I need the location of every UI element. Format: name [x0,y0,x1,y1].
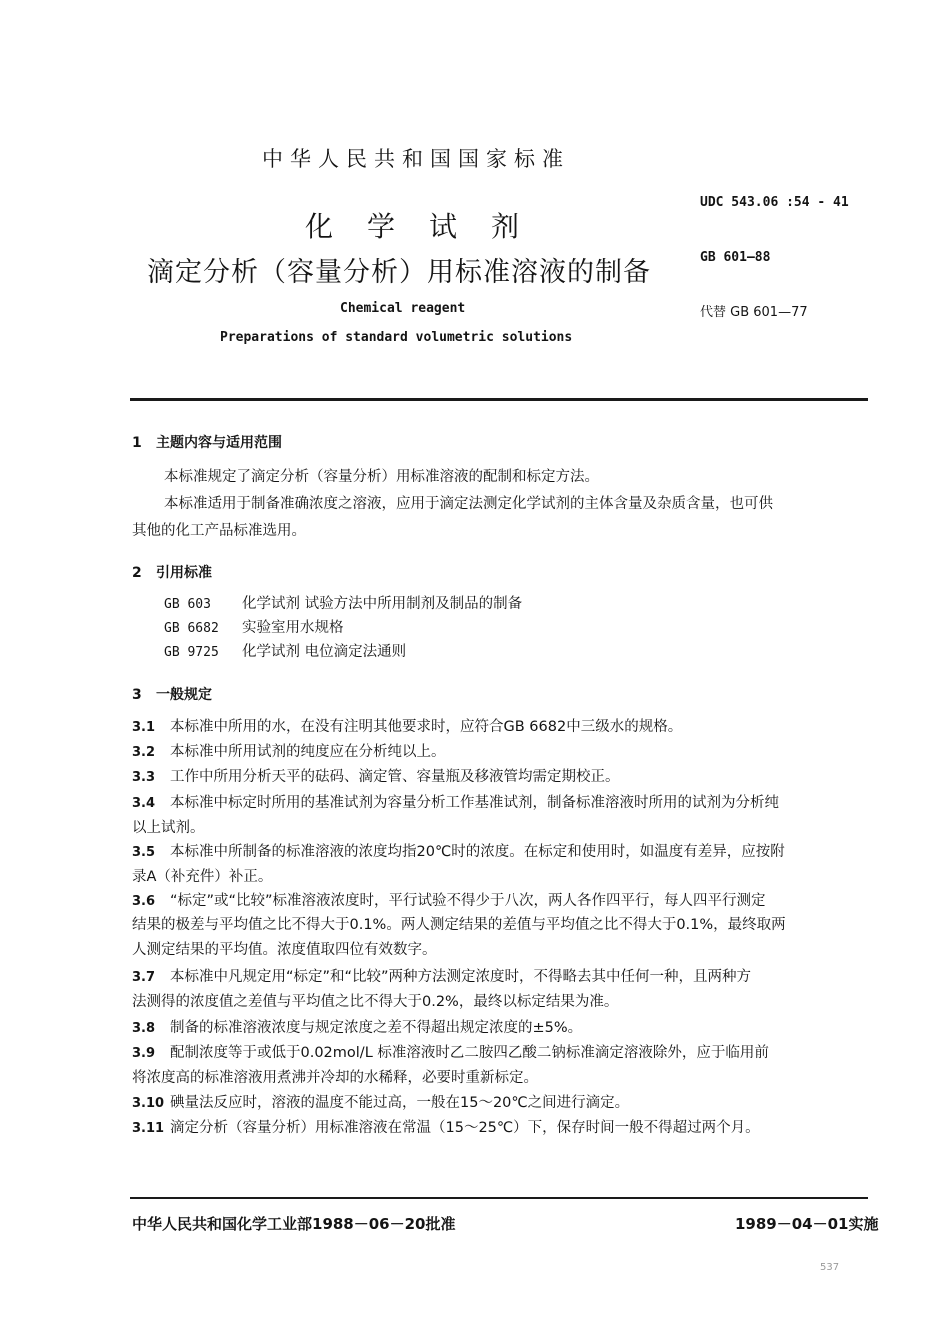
reference-item [164,592,522,613]
clause-number: 3.1 [132,720,156,735]
clause-text: 本标准中标定时所用的基准试剂为容量分析工作基准试剂，制备标准溶液时所用的试剂为分析纯 [170,795,779,811]
clause-number: 3.6 [132,894,156,909]
header-divider [130,398,868,401]
clause-continuation: 人测定结果的平均值。浓度值取四位有效数字。 [132,942,437,958]
effective-date: 1989－04－01实施 [735,1215,879,1233]
reference-title: 化学试剂 电位滴定法通则 [242,644,407,660]
clause-3-3 [132,765,620,786]
clause-text: 工作中所用分析天平的砝码、滴定管、容量瓶及移液管均需定期校正。 [170,769,620,785]
clause-continuation: 结果的极差与平均值之比不得大于0.1%。两人测定结果的差值与平均值之比不得大于0.1%，最终取两 [132,917,786,933]
clause-number: 3.5 [132,845,156,860]
clause-text: 滴定分析（容量分析）用标准溶液在常温（15～25℃）下，保存时间一般不得超过两个月。 [170,1120,760,1136]
clause-3-5 [132,840,785,861]
section-title: 主题内容与适用范围 [156,435,282,451]
clause-number: 3.9 [132,1046,156,1061]
clause-3-1 [132,715,682,736]
page-number: 537 [820,1262,840,1273]
standard-number: GB 601—88 [700,250,771,265]
udc-code: UDC 543.06 :54 - 41 [700,195,849,210]
clause-continuation: 以上试剂。 [132,820,205,836]
reference-item [164,616,344,637]
reference-code: GB 9725 [164,645,219,660]
clause-number: 3.10 [132,1096,165,1111]
issuing-authority-heading: 中华人民共和国国家标准 [262,147,570,171]
section-number: 2 [132,565,142,581]
clause-number: 3.7 [132,970,156,985]
section-title: 一般规定 [156,687,212,703]
clause-number: 3.3 [132,770,156,785]
clause-text: 制备的标准溶液浓度与规定浓度之差不得超出规定浓度的±5%。 [170,1020,583,1036]
reference-title: 实验室用水规格 [242,620,344,636]
clause-number: 3.11 [132,1121,165,1136]
clause-text: 本标准中所用的水，在没有注明其他要求时，应符合GB 6682中三级水的规格。 [170,719,683,735]
clause-3-6 [132,889,766,910]
section-number: 1 [132,435,142,451]
clause-text: 本标准中所制备的标准溶液的浓度均指20℃时的浓度。在标定和使用时，如温度有差异，应按附 [170,844,785,860]
clause-3-2 [132,740,446,761]
section-1-heading [132,432,282,452]
clause-continuation: 将浓度高的标准溶液用煮沸并冷却的水稀释，必要时重新标定。 [132,1070,538,1086]
paragraph: 本标准适用于制备准确浓度之溶液，应用于滴定法测定化学试剂的主体含量及杂质含量，也可供 [164,496,773,512]
section-3-heading [132,684,212,704]
clause-text: 碘量法反应时，溶液的温度不能过高，一般在15～20℃之间进行滴定。 [170,1095,630,1111]
paragraph-continuation: 其他的化工产品标准选用。 [132,523,306,539]
reference-item [164,640,406,661]
paragraph: 本标准规定了滴定分析（容量分析）用标准溶液的配制和标定方法。 [164,469,599,485]
clause-number: 3.2 [132,745,156,760]
section-title: 引用标准 [156,565,212,581]
clause-continuation: 法测得的浓度值之差值与平均值之比不得大于0.2%，最终以标定结果为准。 [132,994,619,1010]
clause-3-4 [132,791,779,812]
clause-text: 本标准中所用试剂的纯度应在分析纯以上。 [170,744,446,760]
reference-code: GB 6682 [164,621,219,636]
footer-divider [130,1197,868,1199]
clause-text: “标定”或“比较”标准溶液浓度时，平行试验不得少于八次，两人各作四平行，每人四平行测定 [170,893,766,909]
replaces-standard: 代替 GB 601—77 [700,305,808,320]
english-subtitle: Preparations of standard volumetric solutions [220,330,573,345]
clause-number: 3.4 [132,796,156,811]
clause-3-10 [132,1091,629,1112]
clause-3-8 [132,1016,582,1037]
clause-3-11 [132,1116,760,1137]
clause-number: 3.8 [132,1021,156,1036]
clause-continuation: 录A（补充件）补正。 [132,869,273,885]
reference-title: 化学试剂 试验方法中所用制剂及制品的制备 [242,596,523,612]
section-number: 3 [132,687,142,703]
clause-text: 配制浓度等于或低于0.02mol/L 标准溶液时乙二胺四乙酸二钠标准滴定溶液除外，应于临用前 [170,1045,769,1061]
document-subtitle: 滴定分析（容量分析）用标准溶液的制备 [147,257,651,288]
section-2-heading [132,562,212,582]
document-title: 化学试剂 [305,210,554,243]
reference-code: GB 603 [164,597,211,612]
english-title: Chemical reagent [340,301,466,316]
clause-text: 本标准中凡规定用“标定”和“比较”两种方法测定浓度时，不得略去其中任何一种，且两种方 [170,969,752,985]
clause-3-7 [132,965,751,986]
approval-line: 中华人民共和国化学工业部1988－06－20批准 [132,1215,456,1233]
clause-3-9 [132,1041,769,1062]
